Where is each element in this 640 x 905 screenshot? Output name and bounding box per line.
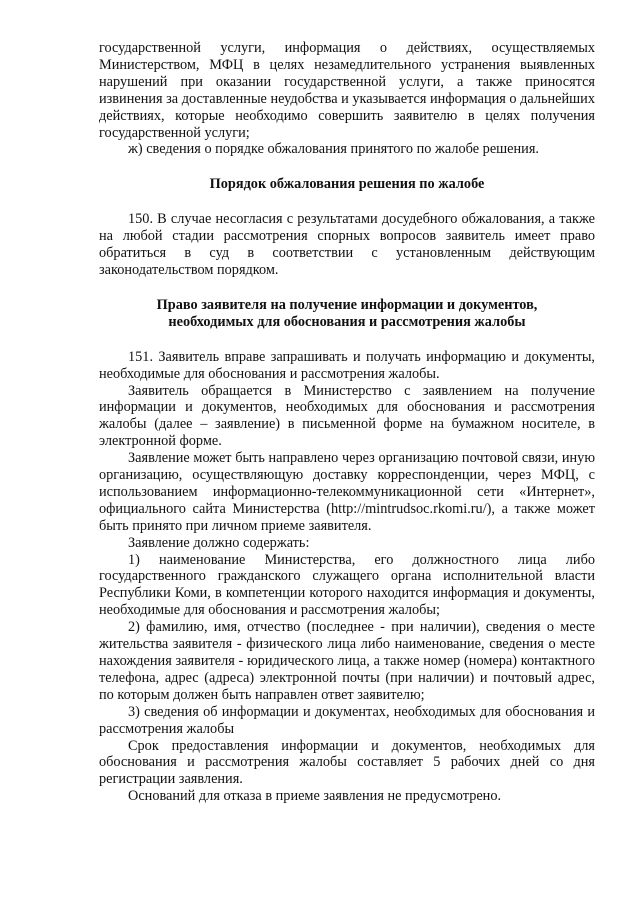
paragraph-sent: Заявление может быть направлено через организацию почтовой связи, иную организацию, осуществляющую доставку корреспонденции, через МФЦ, с использованием информационно-телекоммуникационной сети «Интернет», официального сайта Министерства (http://mintrudsoc.rkomi.ru/), а также может быть принято при личном приеме заявителя.: [99, 450, 595, 534]
section-heading-appeal: Порядок обжалования решения по жалобе: [209, 176, 485, 193]
paragraph-applies: Заявитель обращается в Министерство с заявлением на получение информации и документов, необходимых для обоснования и рассмотрения жалобы (далее – заявление) в письменной форме на бумажном носителе, в электронной форме.: [99, 382, 595, 450]
section-heading-rights-line1: Право заявителя на получение информации и документов,: [156, 296, 538, 313]
list-item-1: 1) наименование Министерства, его должностного лица либо государственного гражданского служащего органа исполнительной власти Республики Коми, в компетенции которого находится информация и документы, необходимые для обоснования и рассмотрения жалобы;: [99, 551, 595, 619]
paragraph-term: Срок предоставления информации и документов, необходимых для обоснования и рассмотрения жалобы составляет 5 рабочих дней со дня регистрации заявления.: [99, 737, 595, 788]
paragraph-contain: Заявление должно содержать:: [128, 534, 310, 551]
paragraph-item-zh: ж) сведения о порядке обжалования принятого по жалобе решения.: [128, 141, 539, 158]
paragraph-150: 150. В случае несогласия с результатами досудебного обжалования, а также на любой стадии рассмотрения спорных вопросов заявитель имеет право обратиться в суд в соответствии с установленным действующим законодательством порядком.: [99, 211, 595, 278]
paragraph-intro: государственной услуги, информация о действиях, осуществляемых Министерством, МФЦ в целях незамедлительного устранения выявленных нарушений при оказании государственной услуги, а также приносятся извинения за доставленные неудобства и указывается информация о дальнейших действиях, которые необходимо совершить заявителю в целях получения государственной услуги;: [99, 40, 595, 141]
list-item-2: 2) фамилию, имя, отчество (последнее - при наличии), сведения о месте жительства заявителя - физического лица либо наименование, сведения о месте нахождения заявителя - юридического лица, а также номер (номера) контактного телефона, адрес (адреса) электронной почты (при наличии) и почтовый адрес, по которым должен быть направлен ответ заявителю;: [99, 619, 595, 703]
section-heading-rights: [99, 297, 595, 331]
list-item-3: 3) сведения об информации и документах, необходимых для обоснования и рассмотрения жалобы: [99, 703, 595, 737]
section-heading-rights-line2: необходимых для обоснования и рассмотрения жалобы: [168, 313, 526, 330]
paragraph-refusal: Оснований для отказа в приеме заявления не предусмотрено.: [128, 788, 502, 805]
paragraph-151: 151. Заявитель вправе запрашивать и получать информацию и документы, необходимые для обоснования и рассмотрения жалобы.: [99, 348, 595, 382]
document-body: [99, 40, 595, 805]
